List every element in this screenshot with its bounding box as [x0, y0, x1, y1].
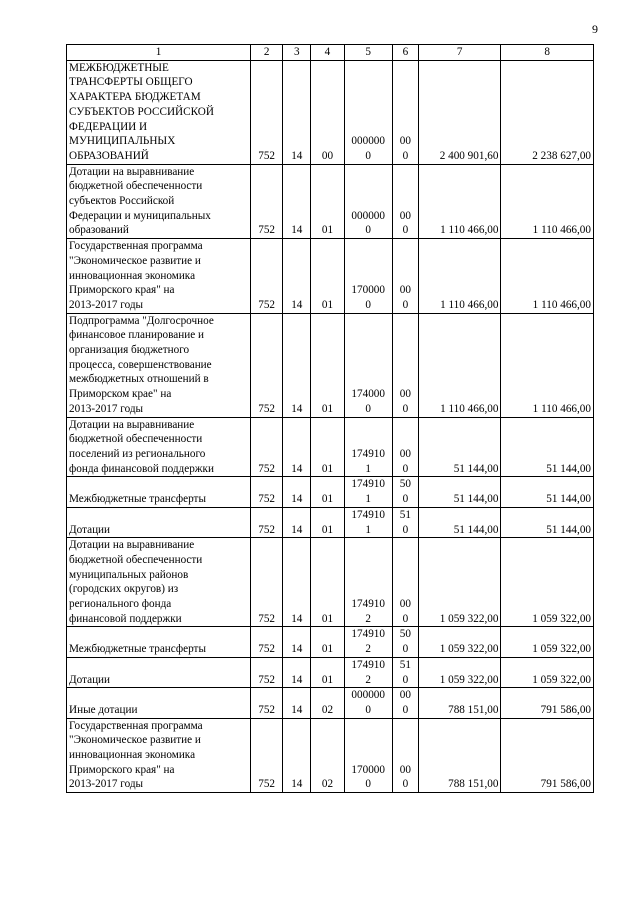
column-header: 4 [311, 45, 344, 61]
item-name-cell: Подпрограмма "Долгосрочное финансовое планирование и организация бюджетного процесса, совершенствование межбюджетных отношений в Приморском крае" на 2013-2017 годы [67, 313, 251, 417]
section-code-cell: 14 [283, 657, 311, 687]
section-code-cell: 14 [283, 507, 311, 537]
admin-code-cell: 752 [251, 657, 283, 687]
expense-type-cell: 50 0 [392, 627, 418, 657]
item-name-cell: Государственная программа "Экономическое развитие и инновационная экономика Приморского края" на 2013-2017 годы [67, 718, 251, 793]
target-article-cell: 000000 0 [344, 60, 392, 164]
item-name-cell: Дотации на выравнивание бюджетной обеспеченности муниципальных районов (городских округов) из регионального фонда финансовой поддержки [67, 538, 251, 627]
admin-code-cell: 752 [251, 477, 283, 507]
table-row [67, 164, 594, 239]
table-row [67, 657, 594, 687]
expense-type-cell: 00 0 [392, 718, 418, 793]
table-row [67, 60, 594, 164]
amount-year2-cell: 1 059 322,00 [501, 538, 594, 627]
subsection-code-cell: 01 [311, 538, 344, 627]
table-header-row [67, 45, 594, 61]
amount-year1-cell: 51 144,00 [418, 417, 500, 477]
admin-code-cell: 752 [251, 688, 283, 718]
subsection-code-cell: 01 [311, 164, 344, 239]
target-article-cell: 174910 2 [344, 627, 392, 657]
section-code-cell: 14 [283, 718, 311, 793]
section-code-cell: 14 [283, 60, 311, 164]
subsection-code-cell: 01 [311, 507, 344, 537]
column-header: 8 [501, 45, 594, 61]
subsection-code-cell: 01 [311, 313, 344, 417]
expense-type-cell: 00 0 [392, 313, 418, 417]
admin-code-cell: 752 [251, 313, 283, 417]
column-header: 5 [344, 45, 392, 61]
subsection-code-cell: 00 [311, 60, 344, 164]
column-header: 2 [251, 45, 283, 61]
item-name-cell: МЕЖБЮДЖЕТНЫЕ ТРАНСФЕРТЫ ОБЩЕГО ХАРАКТЕРА БЮДЖЕТАМ СУБЪЕКТОВ РОССИЙСКОЙ ФЕДЕРАЦИИ И МУНИЦИПАЛЬНЫХ ОБРАЗОВАНИЙ [67, 60, 251, 164]
target-article-cell: 174910 1 [344, 507, 392, 537]
table-row [67, 477, 594, 507]
amount-year2-cell: 2 238 627,00 [501, 60, 594, 164]
section-code-cell: 14 [283, 313, 311, 417]
item-name-cell: Межбюджетные трансферты [67, 627, 251, 657]
amount-year1-cell: 2 400 901,60 [418, 60, 500, 164]
section-code-cell: 14 [283, 627, 311, 657]
amount-year1-cell: 788 151,00 [418, 718, 500, 793]
amount-year1-cell: 1 059 322,00 [418, 627, 500, 657]
admin-code-cell: 752 [251, 164, 283, 239]
amount-year2-cell: 1 059 322,00 [501, 657, 594, 687]
column-header: 3 [283, 45, 311, 61]
section-code-cell: 14 [283, 688, 311, 718]
amount-year2-cell: 1 110 466,00 [501, 239, 594, 314]
target-article-cell: 174000 0 [344, 313, 392, 417]
column-header: 7 [418, 45, 500, 61]
section-code-cell: 14 [283, 239, 311, 314]
amount-year1-cell: 1 110 466,00 [418, 239, 500, 314]
admin-code-cell: 752 [251, 417, 283, 477]
expense-type-cell: 00 0 [392, 239, 418, 314]
section-code-cell: 14 [283, 417, 311, 477]
amount-year2-cell: 51 144,00 [501, 417, 594, 477]
section-code-cell: 14 [283, 538, 311, 627]
subsection-code-cell: 01 [311, 417, 344, 477]
table-row [67, 627, 594, 657]
amount-year2-cell: 1 059 322,00 [501, 627, 594, 657]
amount-year1-cell: 1 110 466,00 [418, 164, 500, 239]
amount-year2-cell: 791 586,00 [501, 688, 594, 718]
admin-code-cell: 752 [251, 60, 283, 164]
item-name-cell: Дотации [67, 507, 251, 537]
table-row [67, 538, 594, 627]
page-number: 9 [592, 22, 598, 36]
budget-table [66, 44, 594, 793]
item-name-cell: Межбюджетные трансферты [67, 477, 251, 507]
admin-code-cell: 752 [251, 627, 283, 657]
target-article-cell: 174910 1 [344, 417, 392, 477]
expense-type-cell: 00 0 [392, 164, 418, 239]
target-article-cell: 170000 0 [344, 718, 392, 793]
target-article-cell: 170000 0 [344, 239, 392, 314]
expense-type-cell: 51 0 [392, 657, 418, 687]
admin-code-cell: 752 [251, 538, 283, 627]
subsection-code-cell: 01 [311, 239, 344, 314]
amount-year1-cell: 1 059 322,00 [418, 538, 500, 627]
item-name-cell: Государственная программа "Экономическое развитие и инновационная экономика Приморского края" на 2013-2017 годы [67, 239, 251, 314]
target-article-cell: 174910 2 [344, 538, 392, 627]
expense-type-cell: 00 0 [392, 688, 418, 718]
subsection-code-cell: 02 [311, 718, 344, 793]
table-row [67, 688, 594, 718]
subsection-code-cell: 01 [311, 627, 344, 657]
target-article-cell: 000000 0 [344, 164, 392, 239]
section-code-cell: 14 [283, 477, 311, 507]
amount-year1-cell: 1 059 322,00 [418, 657, 500, 687]
target-article-cell: 174910 2 [344, 657, 392, 687]
amount-year2-cell: 1 110 466,00 [501, 313, 594, 417]
subsection-code-cell: 01 [311, 477, 344, 507]
amount-year2-cell: 51 144,00 [501, 507, 594, 537]
amount-year1-cell: 51 144,00 [418, 477, 500, 507]
item-name-cell: Дотации на выравнивание бюджетной обеспеченности субъектов Российской Федерации и муниципальных образований [67, 164, 251, 239]
amount-year1-cell: 788 151,00 [418, 688, 500, 718]
table-row [67, 507, 594, 537]
table-row [67, 313, 594, 417]
admin-code-cell: 752 [251, 718, 283, 793]
item-name-cell: Иные дотации [67, 688, 251, 718]
amount-year1-cell: 1 110 466,00 [418, 313, 500, 417]
amount-year1-cell: 51 144,00 [418, 507, 500, 537]
amount-year2-cell: 51 144,00 [501, 477, 594, 507]
item-name-cell: Дотации на выравнивание бюджетной обеспеченности поселений из регионального фонда финансовой поддержки [67, 417, 251, 477]
column-header: 6 [392, 45, 418, 61]
expense-type-cell: 50 0 [392, 477, 418, 507]
expense-type-cell: 00 0 [392, 538, 418, 627]
target-article-cell: 174910 1 [344, 477, 392, 507]
amount-year2-cell: 791 586,00 [501, 718, 594, 793]
subsection-code-cell: 02 [311, 688, 344, 718]
amount-year2-cell: 1 110 466,00 [501, 164, 594, 239]
table-row [67, 239, 594, 314]
column-header: 1 [67, 45, 251, 61]
item-name-cell: Дотации [67, 657, 251, 687]
table-row [67, 718, 594, 793]
section-code-cell: 14 [283, 164, 311, 239]
expense-type-cell: 00 0 [392, 60, 418, 164]
target-article-cell: 000000 0 [344, 688, 392, 718]
expense-type-cell: 00 0 [392, 417, 418, 477]
subsection-code-cell: 01 [311, 657, 344, 687]
admin-code-cell: 752 [251, 239, 283, 314]
table-row [67, 417, 594, 477]
expense-type-cell: 51 0 [392, 507, 418, 537]
admin-code-cell: 752 [251, 507, 283, 537]
